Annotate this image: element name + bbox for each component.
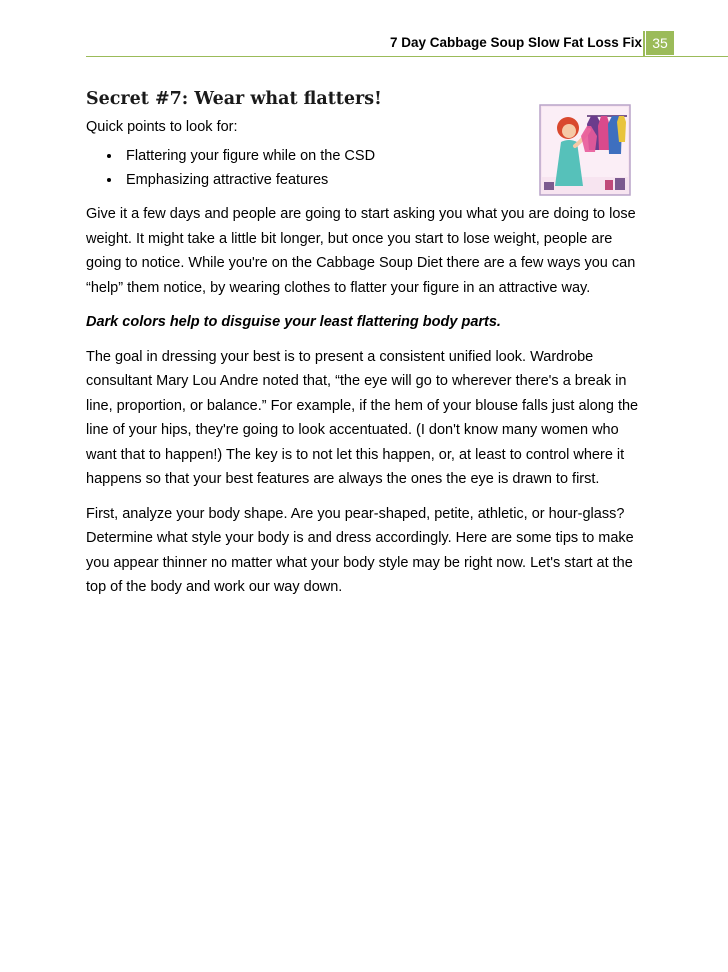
section-heading: Secret #7: Wear what flatters! (86, 89, 382, 109)
list-item: • Flattering your figure while on the CSD (122, 144, 646, 168)
header-underline (86, 56, 728, 57)
paragraph-body-shape: First, analyze your body shape. Are you pear-shaped, petite, athletic, or hour-glass? Determine what style your body is and dress accordingly. Here are some tips to make you appear thinner no matter what your body style may be right now. Let's start at the top of the body and work our way down. (86, 505, 634, 595)
paragraph-intro: Give it a few days and people are going to start asking you what you are doing to lose weight. It might take a little bit longer, but once you start to lose weight, people are going to notice. While you're on the Cabbage Soup Diet there are a few ways you can “help” them notice, by wearing clothes to flatter your figure in an attractive way. (86, 206, 636, 296)
emphasis-line: Dark colors help to disguise your least flattering body parts. (86, 314, 501, 330)
paragraph-goal: The goal in dressing your best is to present a consistent unified look. Wardrobe consultant Mary Lou Andre noted that, “the eye will go to wherever there's a break in line, proportion, or balance.” For example, if the hem of your blouse falls just along the line of your hips, they're going to look accentuated. (I don't know many women who want that to happen!) The key is to not let this happen, or, at least to control where it happens so that your best features are always the ones the eye is drawn to first. (86, 348, 639, 487)
woman-choosing-clothes-icon (539, 104, 631, 196)
list-item: • Emphasizing attractive features (122, 168, 646, 192)
page-header (0, 31, 728, 57)
page-number: 35 (646, 31, 674, 55)
quick-points-label: Quick points to look for: (86, 119, 238, 135)
document-title: 7 Day Cabbage Soup Slow Fat Loss Fix (389, 35, 642, 50)
header-divider (643, 31, 645, 57)
